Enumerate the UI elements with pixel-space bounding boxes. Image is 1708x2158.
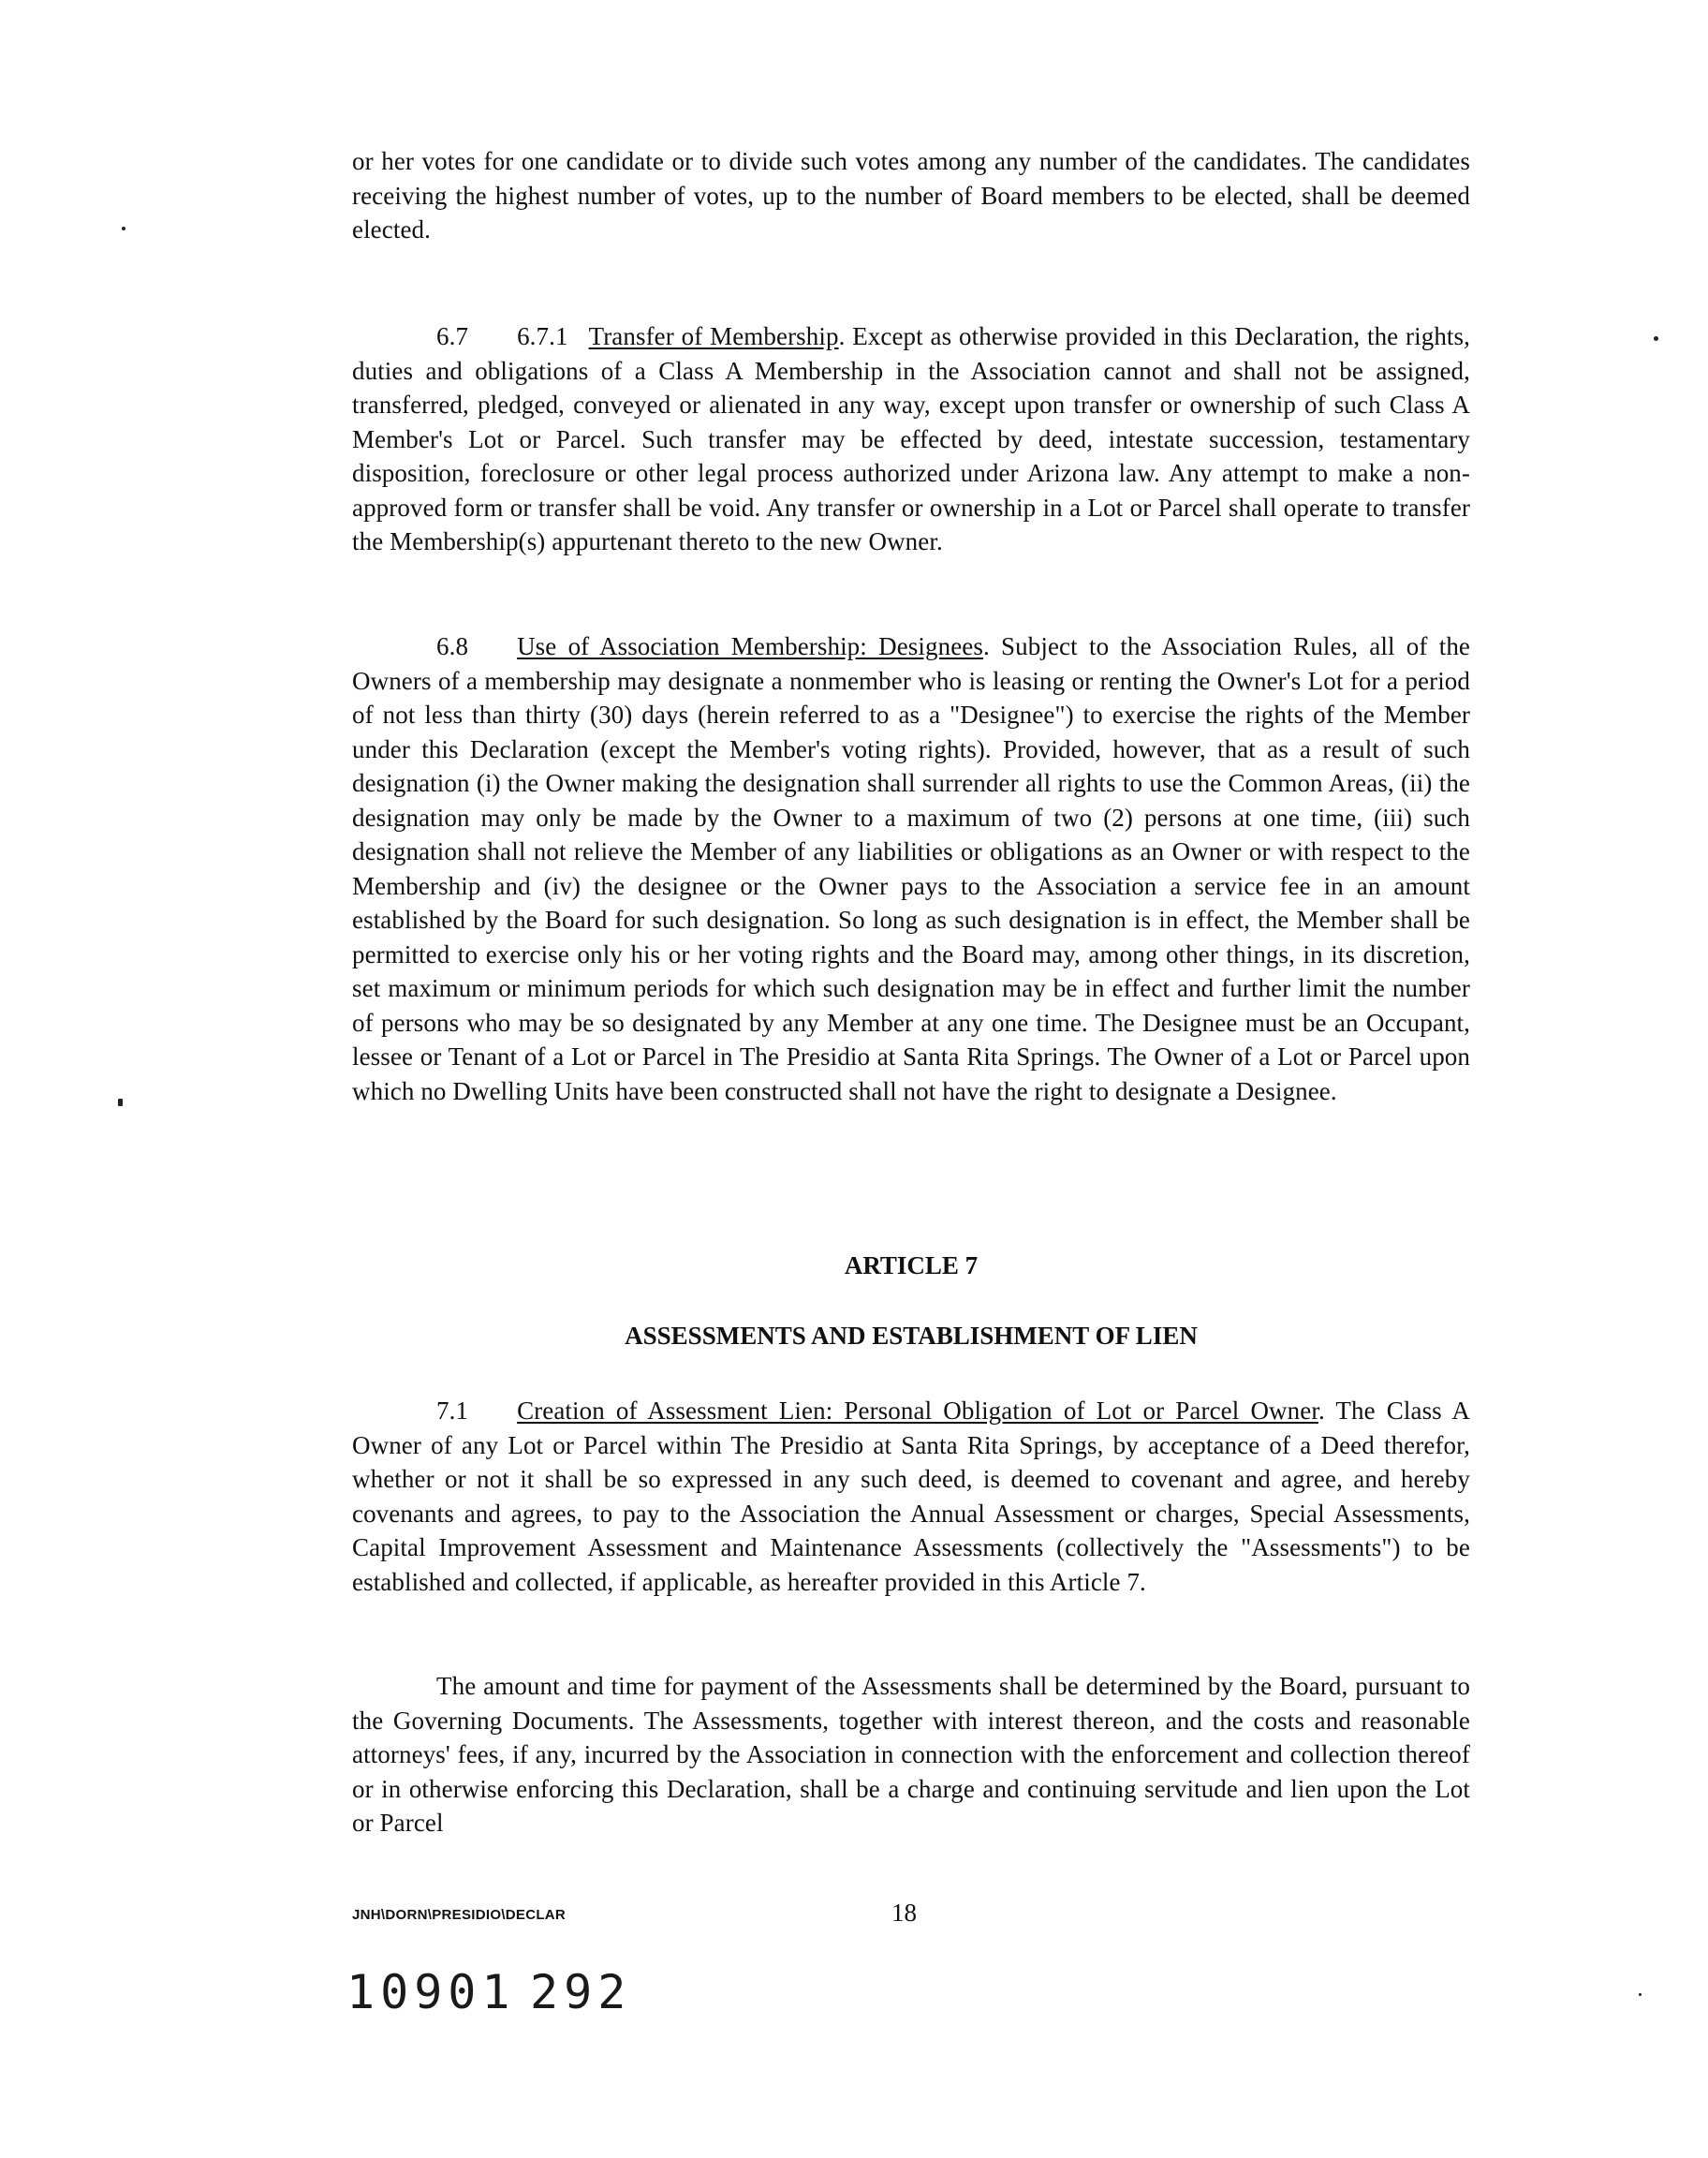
section-number: 6.8 xyxy=(436,632,469,660)
paragraph-voting-continuation: or her votes for one candidate or to divide such votes among any number of the candidates. The candidates receiving the highest number of votes, up to the number of Board members to be elected, shall be deemed elected. xyxy=(352,147,1470,244)
scan-speck xyxy=(1639,1993,1642,1996)
page-number: 18 xyxy=(891,1899,917,1927)
subsection-number: 6.7.1 xyxy=(517,322,568,350)
section-body: . Except as otherwise provided in this Declaration, the rights, duties and obligations of a Class A Membership in the Association cannot and shall not be assigned, transferred, pledged, conveyed or alienated in any way, except upon transfer or ownership of such Class A Member's Lot or Parcel. Such transfer may be effected by deed, intestate succession, testamentary disposition, foreclosure or other legal process authorized under Arizona law. Any attempt to make a non-approved form or transfer shall be void. Any transfer or ownership in a Lot or Parcel shall operate to transfer the Membership(s) appurtenant thereto to the new Owner. xyxy=(352,322,1470,555)
section-7-1 xyxy=(352,1394,1470,1599)
footer-file-path: JNH\DORN\PRESIDIO\DECLAR xyxy=(352,1907,567,1923)
section-body: . Subject to the Association Rules, all of the Owners of a membership may designate a nonmember who is leasing or renting the Owner's Lot for a period of not less than thirty (30) days (herein referred to as a "Designee") to exercise the rights of the Member under this Declaration (except the Member's voting rights). Provided, however, that as a result of such designation (i) the Owner making the designation shall surrender all rights to use the Common Areas, (ii) the designation may only be made by the Owner to a maximum of two (2) persons at one time, (iii) such designation shall not relieve the Member of any liabilities or obligations as an Owner or with respect to the Membership and (iv) the designee or the Owner pays to the Association a service fee in an amount established by the Board for such designation. So long as such designation is in effect, the Member shall be permitted to exercise only his or her voting rights and the Board may, among other things, in its discretion, set maximum or minimum periods for which such designation may be in effect and further limit the number of persons who may be so designated by any Member at any one time. The Designee must be an Occupant, lessee or Tenant of a Lot or Parcel in The Presidio at Santa Rita Springs. The Owner of a Lot or Parcel upon which no Dwelling Units have been constructed shall not have the right to designate a Designee. xyxy=(352,632,1470,1105)
section-body: . The Class A Owner of any Lot or Parcel within The Presidio at Santa Rita Springs, by acceptance of a Deed therefor, whether or not it shall be so expressed in any such deed, is deemed to covenant and agree, and hereby covenants and agrees, to pay to the Association the Annual Assessment or charges, Special Assessments, Capital Improvement Assessment and Maintenance Assessments (collectively the "Assessments") to be established and collected, if applicable, as hereafter provided in this Article 7. xyxy=(352,1397,1470,1596)
scan-speck xyxy=(118,1099,123,1106)
article-heading: ARTICLE 7 xyxy=(844,1251,979,1279)
section-title: Transfer of Membership xyxy=(588,322,839,350)
recording-stamp-page: 292 xyxy=(530,1965,632,2019)
section-6-7 xyxy=(352,319,1470,559)
scan-speck xyxy=(1654,336,1658,341)
section-number: 7.1 xyxy=(436,1397,469,1425)
paragraph-assessment-payment: The amount and time for payment of the Assessments shall be determined by the Board, pursuant to the Governing Documents. The Assessments, together with interest thereon, and the costs and reasonable attorneys' fees, if any, incurred by the Association in connection with the enforcement and collection thereof or in otherwise enforcing this Declaration, shall be a charge and continuing servitude and lien upon the Lot or Parcel xyxy=(352,1672,1470,1837)
section-title: Use of Association Membership: Designees xyxy=(517,632,983,660)
section-number: 6.7 xyxy=(436,322,469,350)
article-title: ASSESSMENTS AND ESTABLISHMENT OF LIEN xyxy=(625,1322,1198,1350)
section-title: Creation of Assessment Lien: Personal Obligation of Lot or Parcel Owner xyxy=(517,1397,1318,1425)
section-6-8 xyxy=(352,629,1470,1108)
scan-speck xyxy=(122,227,125,230)
recording-stamp-book: 10901 xyxy=(346,1965,516,2019)
